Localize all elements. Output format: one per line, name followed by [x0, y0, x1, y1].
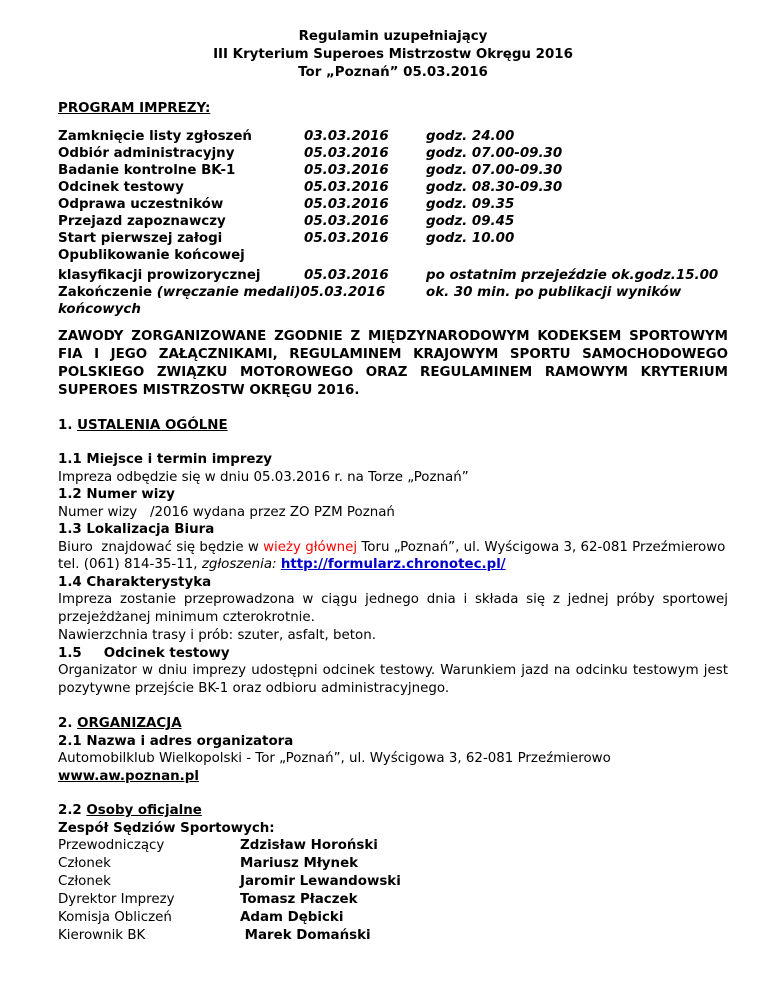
program-label-note-cont: końcowych: [58, 301, 141, 317]
official-row: [58, 837, 728, 855]
official-role: Dyrektor Imprezy: [58, 892, 175, 907]
section-1-1-title: 1.1 Miejsce i termin imprezy: [58, 452, 273, 467]
section-1-2-text: Numer wizy /2016 wydana przez ZO PZM Poznań: [58, 504, 395, 520]
section-1-5-text: Organizator w dniu imprezy udostępni odcinek testowy. Warunkiem jazd na odcinku testowym jest pozytywne przejście BK-1 oraz odbioru administracyjnego.: [58, 663, 728, 696]
official-role: Kierownik BK: [58, 928, 146, 943]
program-row: [58, 162, 728, 179]
rules-statement: ZAWODY ZORGANIZOWANE ZGODNIE Z MIĘDZYNARODOWYM KODEKSEM SPORTOWYM FIA I JEGO ZAŁĄCZNIKAMI, REGULAMINEM KRAJOWYM SPORTU SAMOCHODOWEGO POLSKIEGO ZWIĄZKU MOTOROWEGO ORAZ REGULAMINEM RAMOWYM KRYTERIUM SUPEROES MISTRZOSTW OKRĘGU 2016.: [58, 328, 728, 398]
program-time: godz. 08.30-09.30: [426, 179, 563, 195]
program-label: Opublikowanie końcowej: [58, 247, 245, 263]
program-time: godz. 09.45: [426, 213, 515, 229]
program-label: Zamknięcie listy zgłoszeń: [58, 128, 252, 144]
official-name: Adam Dębicki: [240, 910, 344, 925]
section-2-1-text: Automobilklub Wielkopolski - Tor „Poznań”, ul. Wyścigowa 3, 62-081 Przeźmierowo: [58, 751, 611, 766]
program-row: [58, 284, 728, 301]
section-2-2-title: 2.2 Osoby oficjalne: [58, 803, 202, 818]
official-name: Mariusz Młynek: [240, 856, 359, 871]
program-row: [58, 128, 728, 145]
section-1-4-text: Impreza zostanie przeprowadzona w ciągu jednego dnia i składa się z jednej próby sportowej przejeżdżanej minimum czterokrotnie.: [58, 592, 728, 625]
officials-list: [58, 837, 728, 945]
program-label: Odcinek testowy: [58, 179, 184, 195]
program-label: Badanie kontrolne BK-1: [58, 162, 236, 178]
program-date: 05.03.2016: [304, 145, 389, 161]
official-role: Członek: [58, 856, 111, 871]
program-row: [58, 179, 728, 196]
program-time: godz. 07.00-09.30: [426, 145, 563, 161]
organizer-website-link[interactable]: www.aw.poznan.pl: [58, 768, 199, 784]
title-line-1: Regulamin uzupełniający: [298, 29, 488, 44]
program-label: Odprawa uczestników: [58, 196, 224, 212]
section-1-3-title: 1.3 Lokalizacja Biura: [58, 522, 215, 537]
official-name: Jaromir Lewandowski: [240, 874, 401, 889]
program-label: klasyfikacji prowizorycznej: [58, 267, 261, 283]
program-time: godz. 24.00: [426, 128, 515, 144]
program-row: [58, 247, 728, 264]
judges-title: Zespół Sędziów Sportowych:: [58, 820, 275, 836]
section-2-heading: 2. ORGANIZACJA: [58, 716, 182, 731]
program-row: [58, 145, 728, 162]
program-time: ok. 30 min. po publikacji wyników: [426, 284, 682, 300]
program-row: [58, 213, 728, 230]
program-date: 05.03.2016: [304, 162, 389, 178]
section-2-1-title: 2.1 Nazwa i adres organizatora: [58, 733, 294, 749]
section-1-4-title: 1.4 Charakterystyka: [58, 574, 212, 590]
official-role: Przewodniczący: [58, 838, 165, 853]
program-label: Start pierwszej załogi: [58, 230, 223, 246]
program-time: godz. 10.00: [426, 230, 515, 246]
official-row: [58, 855, 728, 873]
official-name: Zdzisław Horoński: [240, 838, 378, 853]
section-1-3-contact: tel. (061) 814-35-11, zgłoszenia: http://formularz.chronotec.pl/: [58, 557, 506, 572]
program-label: Przejazd zapoznawczy: [58, 213, 226, 229]
program-time: godz. 07.00-09.30: [426, 162, 563, 178]
program-table: [58, 128, 728, 318]
program-date: 05.03.2016: [304, 213, 389, 229]
official-role: Komisja Obliczeń: [58, 910, 172, 925]
program-date: 05.03.2016: [304, 196, 389, 212]
registration-link[interactable]: http://formularz.chronotec.pl/: [280, 557, 506, 572]
section-1-4-surface: Nawierzchnia trasy i prób: szuter, asfalt, beton.: [58, 628, 376, 643]
program-row: [58, 267, 728, 284]
program-label: Odbiór administracyjny: [58, 145, 235, 161]
section-1-5-title: 1.5 Odcinek testowy: [58, 645, 230, 661]
title-line-3: Tor „Poznań” 05.03.2016: [298, 65, 488, 80]
official-name: Marek Domański: [240, 928, 371, 943]
office-location: wieży głównej: [263, 539, 358, 555]
program-date: 05.03.2016: [304, 267, 389, 283]
program-time: po ostatnim przejeździe ok.godz.15.00: [426, 267, 719, 283]
program-label-note: (wręczanie medali): [156, 284, 301, 300]
document-page: [58, 28, 728, 945]
program-label: Zakończenie: [58, 284, 153, 300]
section-1-heading: 1. USTALENIA OGÓLNE: [58, 417, 228, 433]
official-row: [58, 927, 728, 945]
official-row: [58, 891, 728, 909]
title-line-2: III Kryterium Superoes Mistrzostw Okręgu 2016: [213, 47, 573, 62]
program-date: 03.03.2016: [304, 128, 389, 144]
program-date: 05.03.2016: [304, 179, 389, 195]
program-row: [58, 301, 728, 318]
official-row: [58, 909, 728, 927]
section-1-1-text: Impreza odbędzie się w dniu 05.03.2016 r. na Torze „Poznań”: [58, 469, 469, 485]
official-role: Członek: [58, 874, 111, 889]
program-time: godz. 09.35: [426, 196, 515, 212]
program-date: 05.03.2016: [300, 284, 386, 300]
program-date: 05.03.2016: [304, 230, 389, 246]
official-name: Tomasz Płaczek: [240, 892, 358, 907]
program-heading: PROGRAM IMPREZY:: [58, 101, 211, 116]
official-row: [58, 873, 728, 891]
program-row: [58, 196, 728, 213]
program-row: [58, 230, 728, 247]
section-1-2-title: 1.2 Numer wizy: [58, 487, 175, 502]
document-title: [58, 28, 728, 82]
section-1-3-text: Biuro znajdować się będzie w wieży głównej Toru „Poznań”, ul. Wyścigowa 3, 62-081 Przeźmierowo: [58, 539, 726, 555]
